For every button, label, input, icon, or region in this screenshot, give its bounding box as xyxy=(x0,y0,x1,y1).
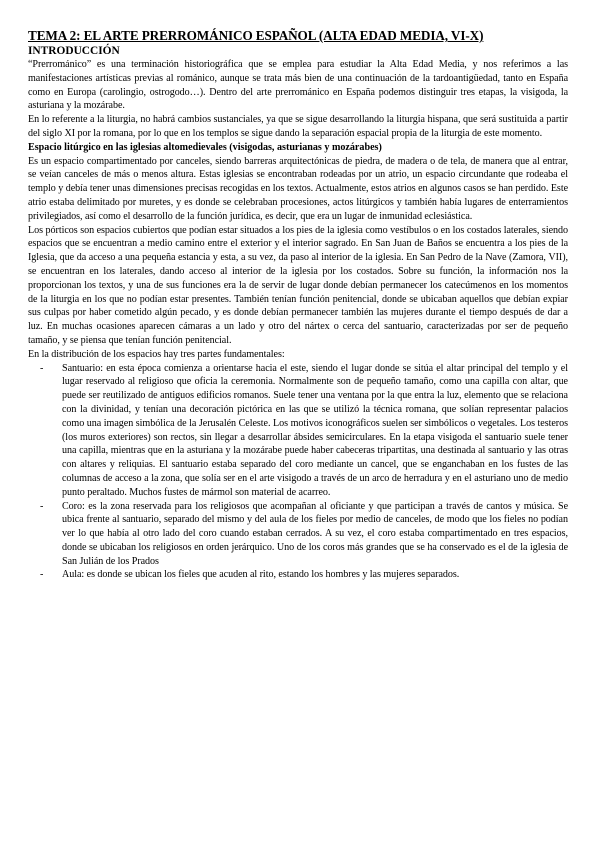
section-paragraph-2: Los pórticos son espacios cubiertos que podían estar situados a los pies de la iglesia como vestíbulos o en los costados laterales, siendo espacios que se encuentran a medio camino entre el exterior y el interior sagrado. En San Juan de Baños se encuentra a los pies de la Iglesia, que da acceso a una pequeña estancia y esta, a su vez, da paso al interior de la iglesia. En San Pedro de la Nave (Zamora, VII), se encuentran en los laterales, dando acceso al interior de la iglesia por los costados. Sobre su función, la información nos la proporcionan los textos, y una de sus funciones era la de servir de lugar donde debían permanecer los catecúmenos en los momentos de la liturgia en los que no podían estar presentes. También tenían función penitencial, donde se ubicaban aquellos que debían expiar sus culpas por haber cometido algún pecado, y es donde debían permanecer también las mujeres durante el tiempo después de dar a luz. En muchas ocasiones aparecen cámaras a un lado y otro del nártex o cerca del santuario, caracterizadas por ser de pequeño tamaño, y se piensa que tenían función penitencial. xyxy=(28,224,568,346)
list-item-text: Coro: es la zona reservada para los religiosos que acompañan al oficiante y que participan a través de cantos y música. Se ubica frente al santuario, separado del mismo y del aula de los fieles por medio de canceles, de modo que los fieles no podían ver lo que había al otro lado del coro cuando estaban cerrados. A su vez, el coro estaba compartimentado en tres espacios, donde se ubicaban los religiosos en orden jerárquico. Uno de los coros más grandes que se ha conservado es el de la iglesia de San Julián de los Prados xyxy=(62,500,568,567)
list-item-text: Santuario: en esta época comienza a orientarse hacia el este, siendo el lugar donde se sitúa el altar principal del templo y el lugar reservado al religioso que oficia la ceremonia. Normalmente son de pequeño tamaño, como una capilla con altar, que puede ser reutilizado de antiguos edificios romanos. Suele tener una ventana por la que entra la luz, elemento que se relaciona con la divinidad, y tenían una decoración pictórica en las que se utilizó la técnica romana, que solían representar palacios como una imagen simbólica de la Jerusalén Celeste. Los motivos iconográficos suelen ser simbólicos o vegetales. Los testeros (los muros exteriores) son rectos, sin llegar a desarrollar ábsides semicirculares. En la etapa visigoda el santuario suele tener una capilla, mientras que en la asturiana y la mozárabe puede haber cabeceras tripartitas, una destinada al santuario y las otras con altares y reliquias. El santuario estaba separado del coro mediante un cancel, que se enganchaban en los fustes de las columnas de acceso a la zona, que solía ser en el arte visigodo a través de un arco de herradura y en el asturiano uno de medio punto peraltado. Muchos fustes de mármol son material de acarreo. xyxy=(62,362,568,498)
list-bullet: - xyxy=(40,362,44,374)
intro-heading: INTRODUCCIÓN xyxy=(28,45,120,57)
list-bullet: - xyxy=(40,500,44,512)
section-paragraph-1: Es un espacio compartimentado por canceles, siendo barreras arquitectónicas de piedra, de madera o de tela, de manera que al entrar, se veían canceles de más o menos altura. Estas iglesias se encontraban rodeadas por un atrio, un espacio circundante que rodeaba el templo y debía tener unas dimensiones precisas recogidas en los textos. Actualmente, estos atrios en algunos casos se han perdido. Este atrio estaba delimitado por muretes, y es donde se celebraban procesiones, actos litúrgicos y también había lugares de enterramientos privilegiados, así como el desarrollo de la función jurídica, es decir, que era un lugar de inmunidad eclesiástica. xyxy=(28,155,568,222)
intro-paragraph-1: “Prerrománico” es una terminación historiográfica que se emplea para estudiar la Alta Edad Media, y nos referimos a las manifestaciones artísticas previas al románico, aunque se trata más bien de una continuación de la tardoantigüedad, tanto en España como en Europa (carolingio, ostrogodo…). Dentro del arte prerrománico en España podemos distinguir tres etapas, la visigoda, la asturiana y la mozárabe. xyxy=(28,59,568,112)
section-heading: Espacio litúrgico en las iglesias altomedievales (visigodas, asturianas y mozárabes) xyxy=(28,141,382,153)
document-title: TEMA 2: EL ARTE PRERROMÁNICO ESPAÑOL (ALTA EDAD MEDIA, VI-X) xyxy=(28,28,484,43)
list-item-text: Aula: es donde se ubican los fieles que acuden al rito, estando los hombres y las mujeres separados. xyxy=(62,569,460,581)
list-item xyxy=(28,568,568,582)
list-item xyxy=(28,362,568,500)
intro-paragraph-2: En lo referente a la liturgia, no habrá cambios sustanciales, ya que se sigue desarrollando la liturgia hispana, que será sustituida a partir del siglo XI por la romana, por lo que en los templos se sigue dando la separación espacial propia de la liturgia de este momento. xyxy=(28,114,568,139)
section-paragraph-3: En la distribución de los espacios hay tres partes fundamentales: xyxy=(28,348,285,360)
list-bullet: - xyxy=(40,569,44,581)
spaces-list xyxy=(28,362,568,583)
list-item xyxy=(28,500,568,569)
